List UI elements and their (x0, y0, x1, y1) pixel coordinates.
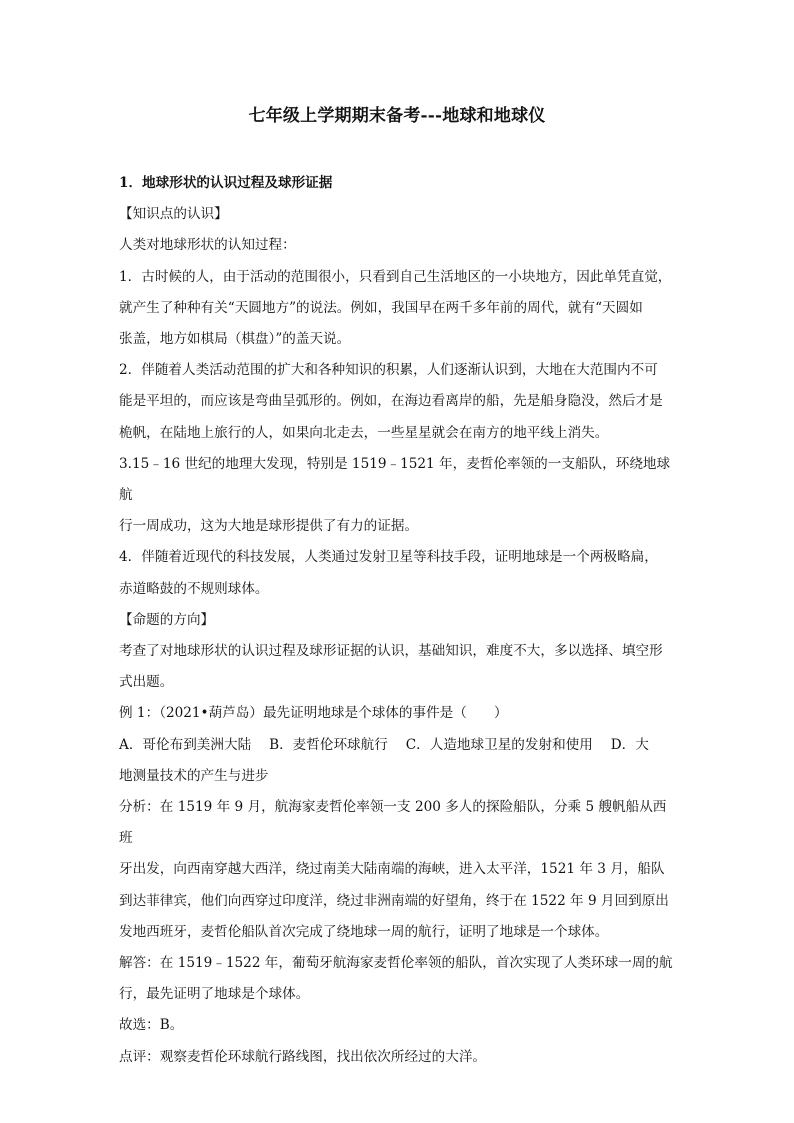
options-line2: 地测量技术的产生与进步 (119, 767, 269, 784)
example-stem: 例 1：（2021•葫芦岛）最先证明地球是个球体的事件是（ ） (119, 705, 508, 722)
answer-line1: 解答：在 1519﹣1522 年，葡萄牙航海家麦哲伦率领的船队，首次实现了人类环球一周的航 (119, 955, 673, 972)
point2-line2: 能是平坦的，而应该是弯曲呈弧形的。例如，在海边看离岸的船，先是船身隐没，然后才是 (119, 393, 663, 410)
page-title: 七年级上学期期末备考---地球和地球仪 (248, 106, 546, 126)
point1-line1: 1．古时候的人，由于活动的范围很小，只看到自己生活地区的一小块地方，因此单凭直觉， (119, 268, 672, 285)
point3-line1: 3.15﹣16 世纪的地理大发现，特别是 1519﹣1521 年，麦哲伦率领的一支船队，环绕地球航 (119, 455, 671, 504)
point1-line3: 张盖，地方如棋局（棋盘）”的盖天说。 (119, 331, 351, 348)
answer-paragraph (119, 948, 676, 1010)
point2-line1: 2．伴随着人类活动范围的扩大和各种知识的积累，人们逐渐认识到，大地在大范围内不可 (119, 362, 658, 379)
knowledge-point-4 (119, 542, 676, 604)
knowledge-point-1 (119, 262, 676, 356)
choice-line: 故选：B。 (119, 1017, 184, 1034)
point4-line2: 赤道略鼓的不规则球体。 (119, 580, 269, 597)
point2-line3: 桅帆，在陆地上旅行的人，如果向北走去，一些星星就会在南方的地平线上消失。 (119, 424, 609, 441)
section-heading: 1．地球形状的认识过程及球形证据 (119, 175, 333, 191)
point4-line1: 4．伴随着近现代的科技发展，人类通过发射卫星等科技手段，证明地球是一个两极略扁， (119, 549, 658, 566)
point3-line2: 行一周成功，这为大地是球形提供了有力的证据。 (119, 518, 419, 535)
example-options (119, 730, 676, 792)
comment-line: 点评：观察麦哲伦环球航行路线图，找出依次所经过的大洋。 (119, 1048, 487, 1065)
options-line1: A．哥伦布到美洲大陆 B．麦哲伦环球航行 C．人造地球卫星的发射和使用 D．大 (119, 736, 649, 753)
answer-line2: 行，最先证明了地球是个球体。 (119, 986, 310, 1003)
knowledge-point-2 (119, 355, 676, 449)
document-body (119, 168, 676, 1073)
analysis-line2: 牙出发，向西南穿越大西洋，绕过南美大陆南端的海峡，进入太平洋，1521 年 3 月，船队 (119, 861, 665, 878)
analysis-line1: 分析：在 1519 年 9 月，航海家麦哲伦率领一支 200 多人的探险船队，分乘 5 艘帆船从西班 (119, 799, 667, 847)
analysis-line4: 发地西班牙，麦哲伦船队首次完成了绕地球一周的航行，证明了地球是一个球体。 (119, 923, 609, 940)
direction-line1: 考查了对地球形状的认识过程及球形证据的认识，基础知识，难度不大，多以选择、填空形 (119, 643, 663, 660)
direction-label: 【命题的方向】 (119, 611, 215, 628)
direction-line2: 式出题。 (119, 674, 174, 691)
analysis-paragraph (119, 792, 676, 948)
knowledge-label: 【知识点的认识】 (119, 206, 228, 223)
direction-text (119, 636, 676, 698)
analysis-line3: 到达菲律宾，他们向西穿过印度洋，绕过非洲南端的好望角，终于在 1522 年 9 月回到原出 (119, 892, 669, 909)
point1-line2: 就产生了种种有关“天圆地方”的说法。例如，我国早在两千多年前的周代，就有“天圆如 (119, 299, 643, 316)
knowledge-point-3 (119, 449, 676, 543)
cognition-intro: 人类对地球形状的认知过程： (119, 237, 296, 254)
